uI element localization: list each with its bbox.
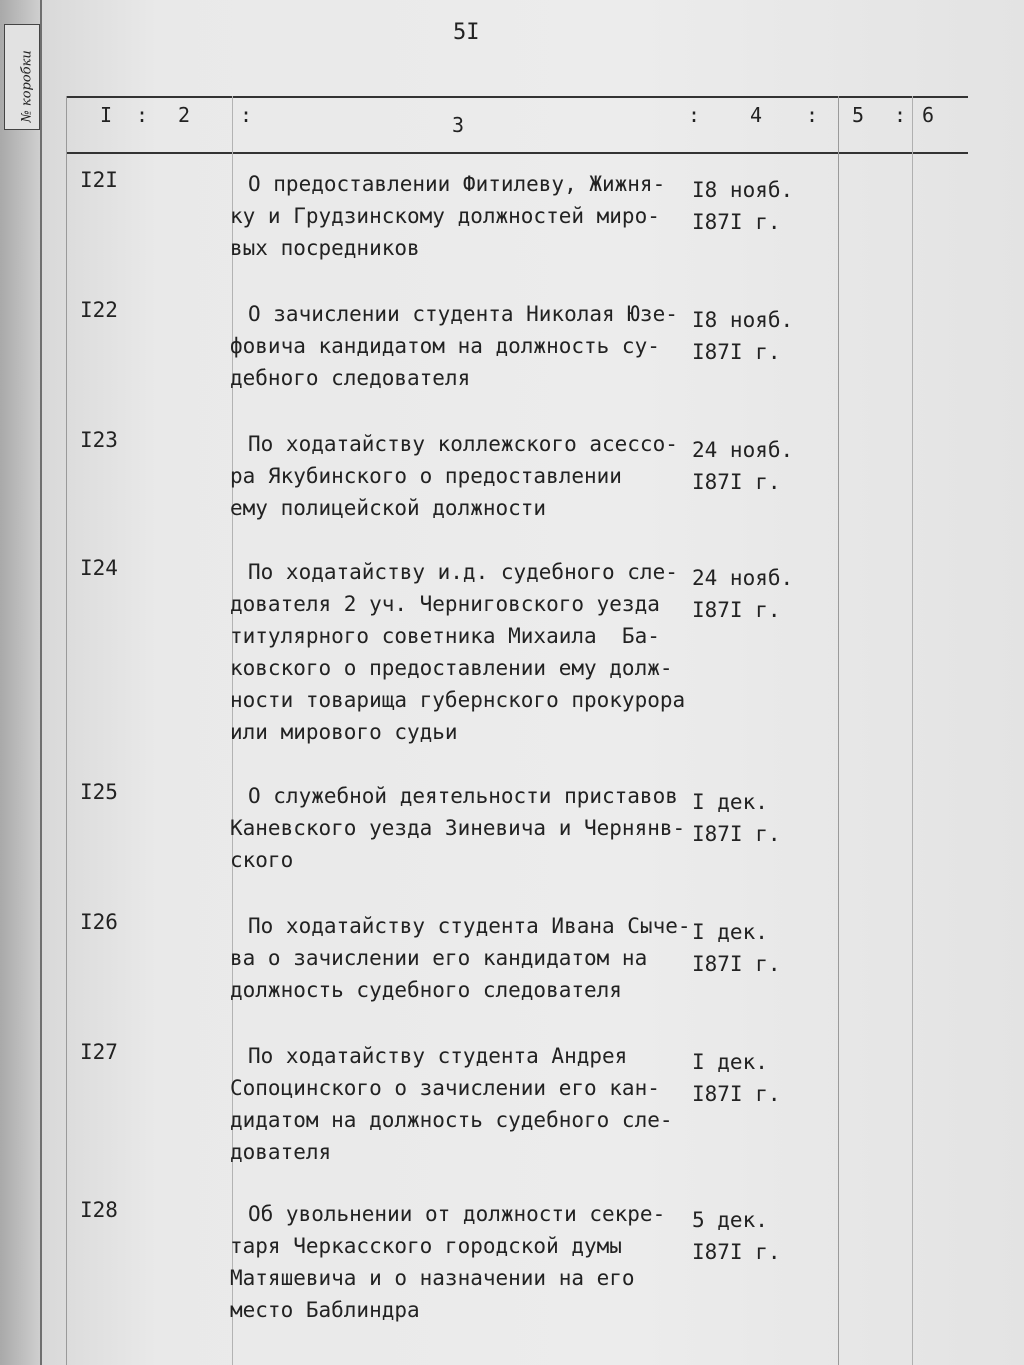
- entry-description-line: ности товарища губернского прокурора: [230, 688, 686, 712]
- header-separator: :: [240, 103, 253, 127]
- header-separator: :: [894, 103, 907, 127]
- header-col-1: I: [100, 103, 113, 127]
- entry-date-line: I дек.: [692, 790, 768, 814]
- entry-date-line: I87I г.: [692, 1240, 781, 1264]
- box-number-label: [4, 24, 40, 130]
- entry-description-line: О служебной деятельности приставов: [248, 784, 678, 808]
- header-separator: :: [688, 103, 701, 127]
- header-col-3: 3: [452, 113, 465, 137]
- header-col-2: 2: [178, 103, 191, 127]
- entry-description-line: Сопоцинского о зачислении его кан-: [230, 1076, 660, 1100]
- entry-date-line: 24 нояб.: [692, 438, 794, 462]
- entry-date-line: I87I г.: [692, 952, 781, 976]
- entry-description-line: Об увольнении от должности секре-: [248, 1202, 666, 1226]
- entry-description-line: дебного следователя: [230, 366, 471, 390]
- entry-date-line: I87I г.: [692, 822, 781, 846]
- page-number: 5I: [453, 20, 480, 45]
- column-divider: [912, 96, 913, 1365]
- entry-description-line: таря Черкасского городской думы: [230, 1234, 622, 1258]
- entry-description-line: дователя 2 уч. Черниговского уезда: [230, 592, 660, 616]
- entry-description-line: дователя: [230, 1140, 332, 1164]
- entry-description-line: О предоставлении Фитилеву, Жижня-: [248, 172, 666, 196]
- entry-description-line: По ходатайству коллежского асессо-: [248, 432, 678, 456]
- entry-description-line: ку и Грудзинскому должностей миро-: [230, 204, 660, 228]
- entry-date-line: I87I г.: [692, 210, 781, 234]
- entry-date-line: I дек.: [692, 920, 768, 944]
- entry-description-line: Матяшевича и о назначении на его: [230, 1266, 635, 1290]
- column-divider: [838, 96, 839, 1365]
- entry-number: I25: [80, 780, 118, 804]
- entry-description-line: ва о зачислении его кандидатом на: [230, 946, 648, 970]
- entry-number: I23: [80, 428, 118, 452]
- header-separator: :: [136, 103, 149, 127]
- entry-date-line: I87I г.: [692, 598, 781, 622]
- entry-description-line: или мирового судьи: [230, 720, 458, 744]
- header-col-4: 4: [750, 103, 763, 127]
- entry-description-line: титулярного советника Михаила Ба-: [230, 624, 660, 648]
- entry-number: I26: [80, 910, 118, 934]
- entry-description-line: должность судебного следователя: [230, 978, 622, 1002]
- entry-date-line: 24 нояб.: [692, 566, 794, 590]
- entry-number: I24: [80, 556, 118, 580]
- entry-description-line: По ходатайству студента Андрея: [248, 1044, 628, 1068]
- entry-date-line: I87I г.: [692, 340, 781, 364]
- entry-number: I28: [80, 1198, 118, 1222]
- entry-description-line: ского: [230, 848, 294, 872]
- header-col-6: 6: [922, 103, 935, 127]
- entry-description-line: вых посредников: [230, 236, 420, 260]
- entry-description-line: По ходатайству студента Ивана Сыче-: [248, 914, 691, 938]
- entry-date-line: I8 нояб.: [692, 308, 794, 332]
- entry-description-line: место Баблиндра: [230, 1298, 420, 1322]
- entry-description-line: дидатом на должность судебного сле-: [230, 1108, 673, 1132]
- header-top-rule: [66, 96, 968, 98]
- entry-description-line: ему полицейской должности: [230, 496, 547, 520]
- entry-description-line: ра Якубинского о предоставлении: [230, 464, 622, 488]
- entry-number: I22: [80, 298, 118, 322]
- entry-date-line: I8 нояб.: [692, 178, 794, 202]
- column-divider: [66, 96, 67, 1365]
- header-col-5: 5: [852, 103, 865, 127]
- entry-number: I2I: [80, 168, 118, 192]
- entry-description-line: фовича кандидатом на должность су-: [230, 334, 660, 358]
- entry-date-line: I87I г.: [692, 470, 781, 494]
- entry-description-line: По ходатайству и.д. судебного сле-: [248, 560, 678, 584]
- entry-number: I27: [80, 1040, 118, 1064]
- entry-date-line: I87I г.: [692, 1082, 781, 1106]
- entry-description-line: Каневского уезда Зиневича и Чернянв-: [230, 816, 686, 840]
- binding-margin: [0, 0, 42, 1365]
- entry-description-line: О зачислении студента Николая Юзе-: [248, 302, 678, 326]
- entry-date-line: I дек.: [692, 1050, 768, 1074]
- box-number-label-text: № коробки: [19, 50, 35, 123]
- entry-date-line: 5 дек.: [692, 1208, 768, 1232]
- header-separator: :: [806, 103, 819, 127]
- header-bottom-rule: [66, 152, 968, 154]
- entry-description-line: ковского о предоставлении ему долж-: [230, 656, 673, 680]
